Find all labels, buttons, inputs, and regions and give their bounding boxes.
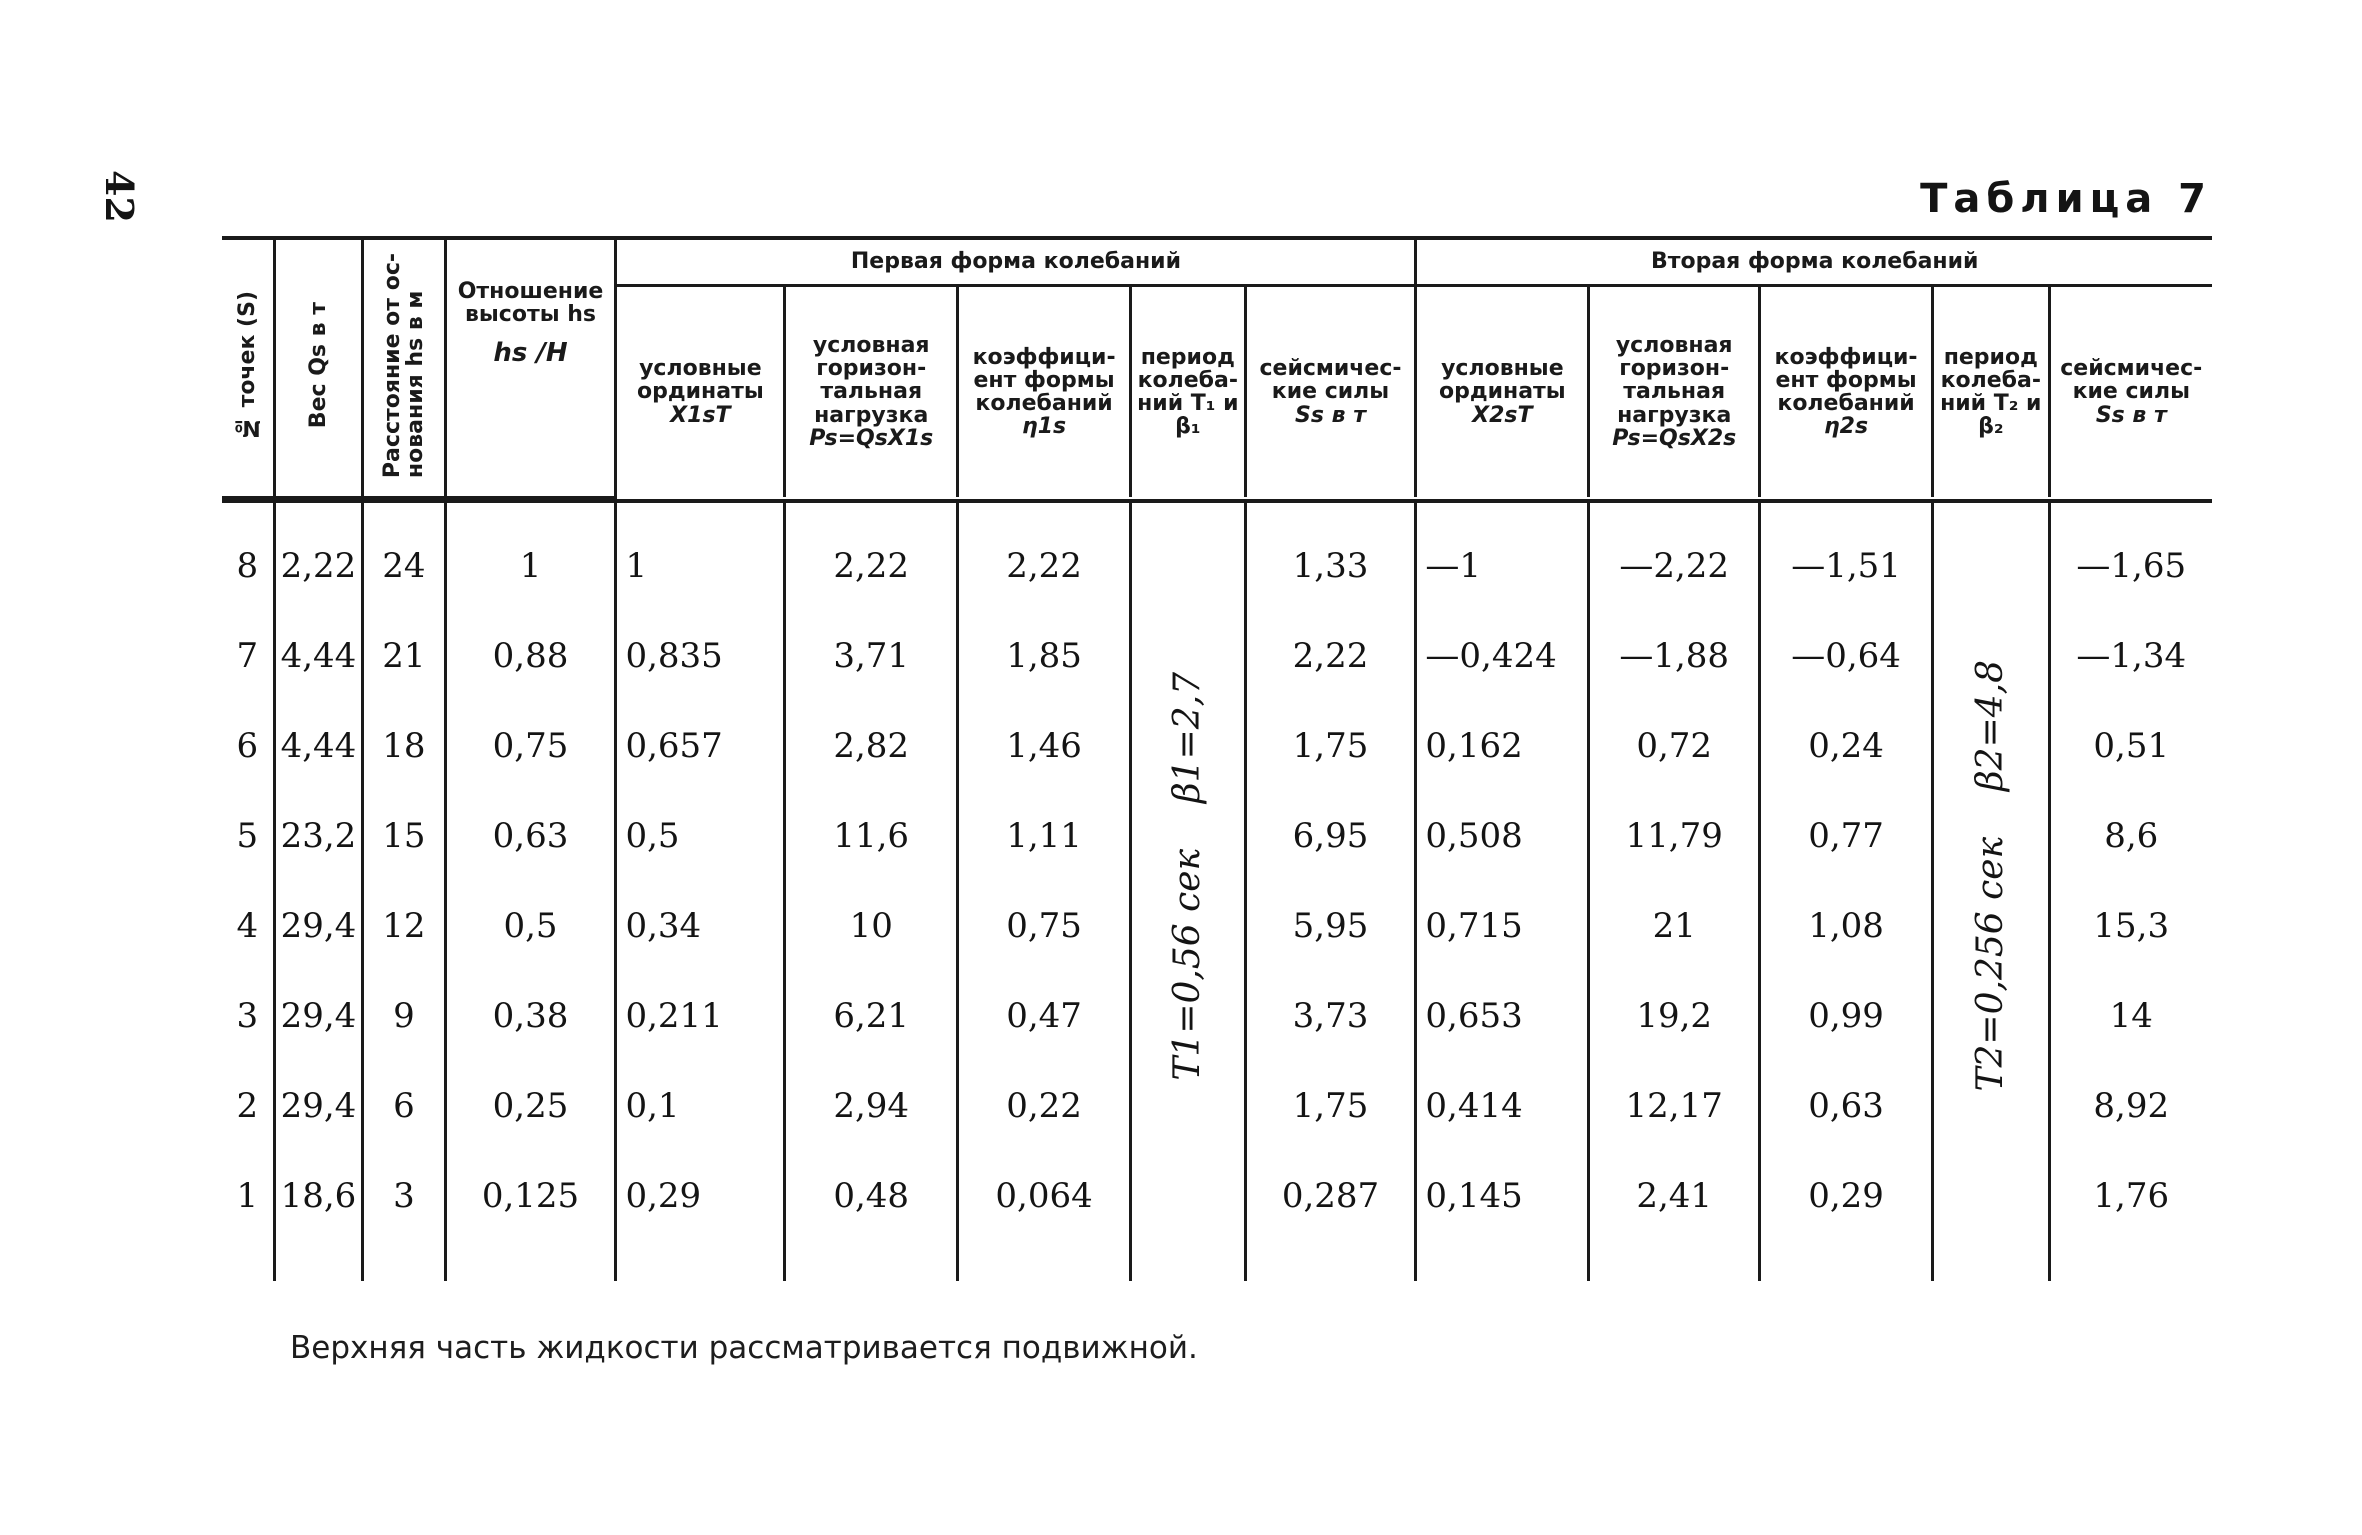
cell-weight: 18,6: [274, 1151, 362, 1241]
cell-seismic-2: —1,65: [2049, 501, 2212, 611]
cell-cond-ord-2: 0,715: [1416, 881, 1589, 971]
cell-cond-ord-2: 0,653: [1416, 971, 1589, 1061]
cell-seismic-2: 8,92: [2049, 1061, 2212, 1151]
beta-1-value: β1=2,7: [1167, 671, 1209, 803]
cell-weight: 2,22: [274, 501, 362, 611]
cell-weight: 29,4: [274, 971, 362, 1061]
period-1-value: T1=0,56 сек: [1167, 848, 1209, 1081]
header-period-2: период колеба- ний T₂ и β₂: [1932, 286, 2049, 498]
cell-cond-load-2: —1,88: [1589, 611, 1760, 701]
cell-seismic-1: 5,95: [1245, 881, 1416, 971]
cell-coef-2: 0,63: [1760, 1061, 1933, 1151]
cell-distance: 15: [363, 791, 445, 881]
cell-coef-1: 0,47: [958, 971, 1131, 1061]
cell-seismic-2: 14: [2049, 971, 2212, 1061]
cell-cond-load-1: 0,48: [785, 1151, 958, 1241]
cell-weight: 29,4: [274, 1061, 362, 1151]
beta-2-value: β2=4,8: [1970, 660, 2012, 792]
cell-weight: 29,4: [274, 881, 362, 971]
header-cond-ord-1: условные ординаты X1sT: [616, 286, 785, 498]
cell-height-ratio: 0,88: [445, 611, 616, 701]
cell-cond-ord-1: 0,835: [616, 611, 785, 701]
cell-seismic-1: 1,75: [1245, 1061, 1416, 1151]
cell-height-ratio: 0,25: [445, 1061, 616, 1151]
header-height-ratio: Отношение высоты hs hs /H: [445, 238, 616, 497]
cell-distance: 9: [363, 971, 445, 1061]
cell-distance: 12: [363, 881, 445, 971]
cell-cond-ord-1: 0,657: [616, 701, 785, 791]
cell-cond-load-2: 0,72: [1589, 701, 1760, 791]
cell-seismic-2: 8,6: [2049, 791, 2212, 881]
cell-cond-load-1: 2,82: [785, 701, 958, 791]
cell-cond-load-1: 10: [785, 881, 958, 971]
cell-coef-2: 1,08: [1760, 881, 1933, 971]
cell-coef-2: —1,51: [1760, 501, 1933, 611]
cell-cond-load-1: 11,6: [785, 791, 958, 881]
cell-point-no: 8: [236, 545, 259, 586]
cell-cond-load-1: 2,94: [785, 1061, 958, 1151]
cell-seismic-1: 3,73: [1245, 971, 1416, 1061]
cell-weight: 23,2: [274, 791, 362, 881]
cell-cond-ord-2: 0,508: [1416, 791, 1589, 881]
cell-coef-1: 1,85: [958, 611, 1131, 701]
cell-weight: 4,44: [274, 701, 362, 791]
cell-distance: 6: [363, 1061, 445, 1151]
cell-cond-load-2: 12,17: [1589, 1061, 1760, 1151]
header-seismic-1: сейсмичес- кие силы Ss в т: [1245, 286, 1416, 498]
cell-point-no: 7: [236, 635, 259, 676]
cell-cond-ord-2: 0,145: [1416, 1151, 1589, 1241]
cell-seismic-2: 1,76: [2049, 1151, 2212, 1241]
cell-seismic-1: 1,75: [1245, 701, 1416, 791]
cell-distance: 21: [363, 611, 445, 701]
cell-coef-2: 0,77: [1760, 791, 1933, 881]
header-cond-load-1: условная горизон- тальная нагрузка Ps=QsX1s: [785, 286, 958, 498]
cell-point-no: 2: [236, 1085, 259, 1126]
cell-cond-load-2: 21: [1589, 881, 1760, 971]
header-first-form: Первая форма колебаний: [616, 238, 1416, 286]
cell-seismic-2: —1,34: [2049, 611, 2212, 701]
seismic-forces-table: [222, 236, 2212, 1281]
cell-cond-ord-1: 0,1: [616, 1061, 785, 1151]
cell-cond-ord-1: 0,211: [616, 971, 785, 1061]
cell-coef-1: 2,22: [958, 501, 1131, 611]
cell-coef-2: 0,29: [1760, 1151, 1933, 1241]
cell-distance: 18: [363, 701, 445, 791]
cell-distance: 24: [363, 501, 445, 611]
cell-cond-load-2: 11,79: [1589, 791, 1760, 881]
cell-cond-ord-1: 0,29: [616, 1151, 785, 1241]
cell-cond-load-1: 3,71: [785, 611, 958, 701]
header-point-no: № точек (S): [222, 238, 274, 497]
cell-height-ratio: 1: [445, 501, 616, 611]
cell-coef-1: 0,064: [958, 1151, 1131, 1241]
cell-coef-1: 1,46: [958, 701, 1131, 791]
cell-coef-2: 0,99: [1760, 971, 1933, 1061]
cell-period-2: [1932, 501, 2049, 1241]
cell-coef-1: 0,22: [958, 1061, 1131, 1151]
cell-cond-load-1: 6,21: [785, 971, 958, 1061]
page-number: 42: [97, 170, 142, 223]
cell-coef-1: 1,11: [958, 791, 1131, 881]
cell-cond-ord-1: 1: [616, 501, 785, 611]
cell-seismic-2: 15,3: [2049, 881, 2212, 971]
cell-height-ratio: 0,125: [445, 1151, 616, 1241]
cell-cond-load-1: 2,22: [785, 501, 958, 611]
table-spacer-row: [222, 1241, 2212, 1281]
cell-point-no: 4: [236, 905, 259, 946]
cell-weight: 4,44: [274, 611, 362, 701]
cell-seismic-1: 6,95: [1245, 791, 1416, 881]
cell-cond-load-2: 2,41: [1589, 1151, 1760, 1241]
cell-cond-ord-2: 0,414: [1416, 1061, 1589, 1151]
header-distance: Расстояние от ос- нования hs в м: [363, 238, 445, 497]
header-seismic-2: сейсмичес- кие силы Ss в т: [2049, 286, 2212, 498]
cell-cond-ord-2: —1: [1416, 501, 1589, 611]
cell-period-1: [1131, 501, 1246, 1241]
cell-point-no: 6: [236, 725, 259, 766]
cell-coef-1: 0,75: [958, 881, 1131, 971]
cell-height-ratio: 0,63: [445, 791, 616, 881]
footnote: Верхняя часть жидкости рассматривается подвижной.: [290, 1330, 1198, 1366]
header-coef-1: коэффици- ент формы колебаний η1s: [958, 286, 1131, 498]
cell-point-no: 5: [236, 815, 259, 856]
cell-seismic-2: 0,51: [2049, 701, 2212, 791]
header-cond-ord-2: условные ординаты X2sT: [1416, 286, 1589, 498]
table-row: [222, 501, 2212, 611]
cell-seismic-1: 0,287: [1245, 1151, 1416, 1241]
cell-height-ratio: 0,5: [445, 881, 616, 971]
cell-height-ratio: 0,75: [445, 701, 616, 791]
header-coef-2: коэффици- ент формы колебаний η2s: [1760, 286, 1933, 498]
cell-distance: 3: [363, 1151, 445, 1241]
header-second-form: Вторая форма колебаний: [1416, 238, 2212, 286]
cell-cond-ord-2: —0,424: [1416, 611, 1589, 701]
cell-coef-2: —0,64: [1760, 611, 1933, 701]
cell-seismic-1: 2,22: [1245, 611, 1416, 701]
cell-point-no: 1: [236, 1175, 259, 1216]
cell-point-no: 3: [236, 995, 259, 1036]
cell-height-ratio: 0,38: [445, 971, 616, 1061]
cell-cond-load-2: 19,2: [1589, 971, 1760, 1061]
header-cond-load-2: условная горизон- тальная нагрузка Ps=QsX2s: [1589, 286, 1760, 498]
cell-cond-ord-1: 0,34: [616, 881, 785, 971]
header-period-1: период колеба- ний T₁ и β₁: [1131, 286, 1246, 498]
period-2-value: T2=0,256 сек: [1970, 837, 2012, 1092]
table-caption: Таблица 7: [1920, 176, 2212, 222]
cell-cond-ord-1: 0,5: [616, 791, 785, 881]
cell-seismic-1: 1,33: [1245, 501, 1416, 611]
cell-cond-load-2: —2,22: [1589, 501, 1760, 611]
cell-coef-2: 0,24: [1760, 701, 1933, 791]
cell-cond-ord-2: 0,162: [1416, 701, 1589, 791]
header-weight: Вес Qs в т: [274, 238, 362, 497]
